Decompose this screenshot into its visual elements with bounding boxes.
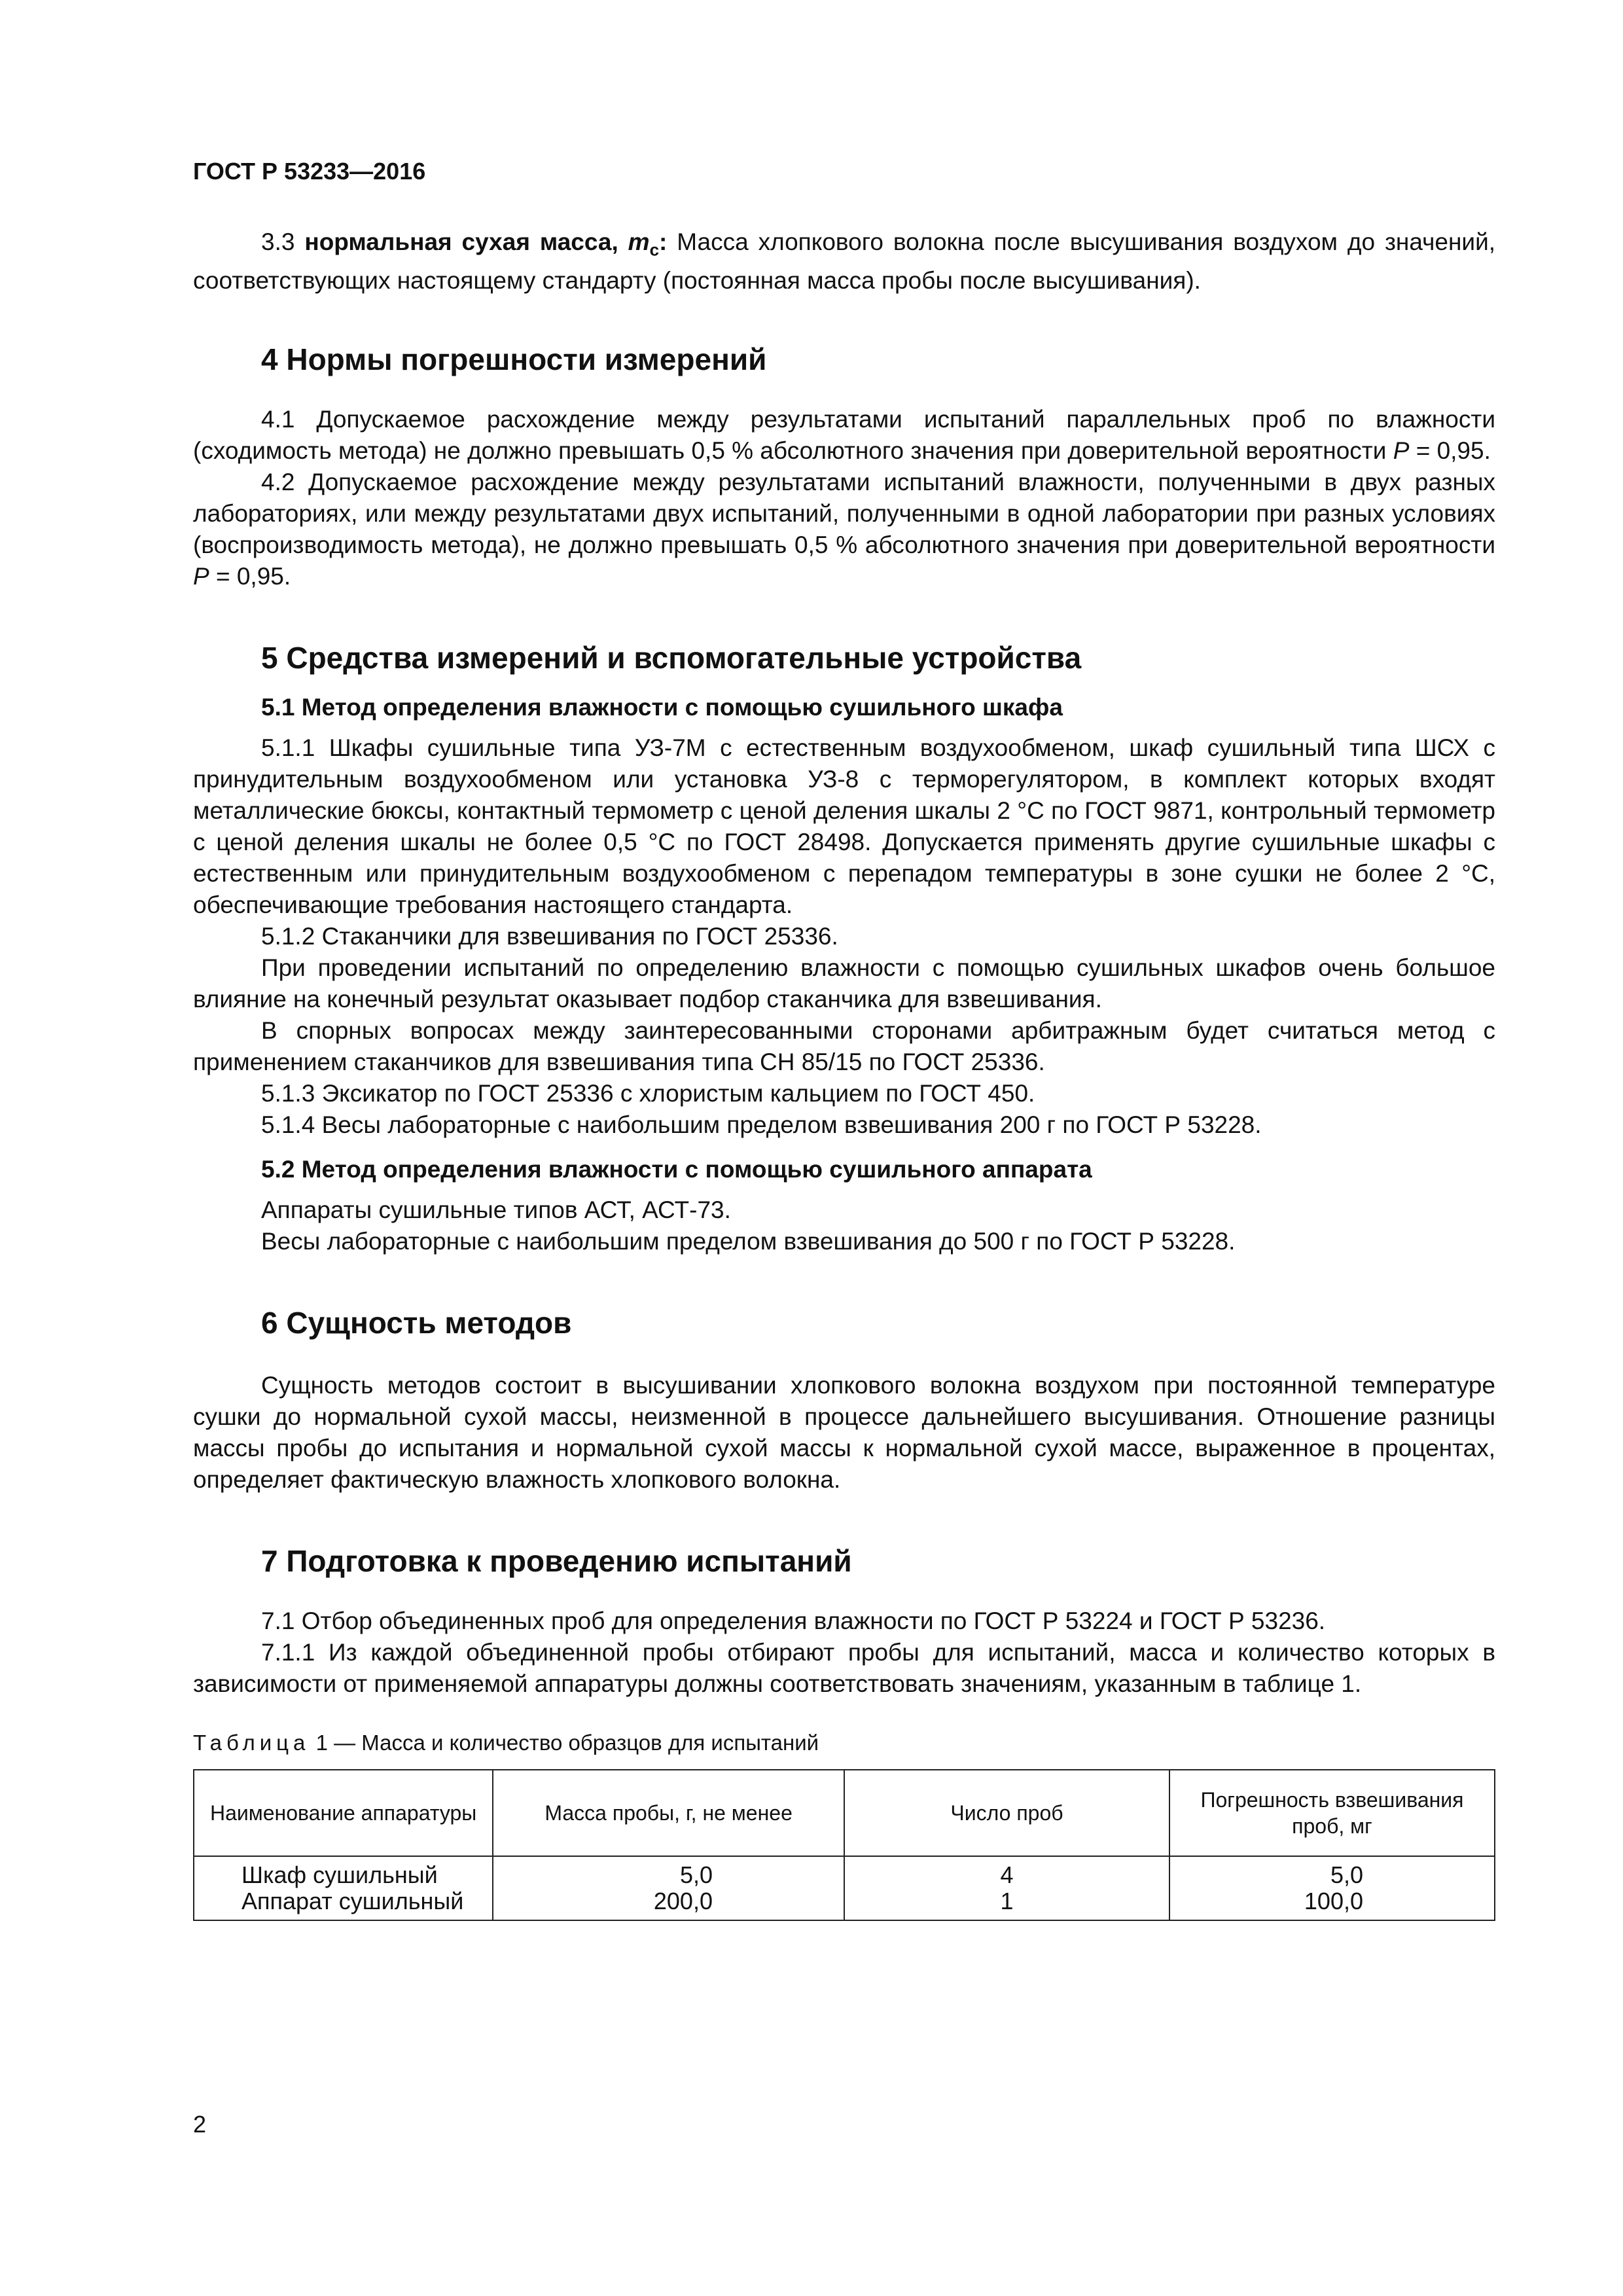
page-number: 2 <box>193 2111 207 2138</box>
clause-4-1-text: 4.1 Допускаемое расхождение между результатами испытаний параллельных проб по влажности (сходимость метода) не должно превышать 0,5 % абсолютного значения при доверительной вероятности <box>193 406 1495 465</box>
clause-3-3-text: Масса хлопкового волокна после высушивания воздухом до значений, соответствующих настоящему стандарту (постоянная масса пробы после высушивания). <box>193 228 1496 295</box>
clause-4-2-post: = 0,95. <box>215 563 291 590</box>
section-6-heading: 6 Сущность методов <box>261 1306 572 1340</box>
clause-5-1-2: 5.1.2 Стаканчики для взвешивания по ГОСТ 25336. <box>261 923 838 950</box>
table-cell-error: 5,0 <box>1169 1856 1495 1888</box>
table-row <box>194 1856 1495 1888</box>
clause-4-2-var: P <box>193 563 209 590</box>
clause-4-1-var: P <box>1393 437 1410 465</box>
clause-5-1-2-note-1: При проведении испытаний по определению влажности с помощью сушильных шкафов очень большое влияние на конечный результат оказывает подбор стаканчика для взвешивания. <box>193 954 1495 1013</box>
clause-6-text: Сущность методов состоит в высушивании хлопкового волокна воздухом при постоянной температуре сушки до нормальной сухой массы, неизменной в процессе дальнейшего высушивания. Отношение разницы массы пробы до испытания и нормальной сухой массы к нормальной сухой массе, выраженное в процентах, определяет фактическую влажность хлопкового волокна. <box>193 1372 1495 1494</box>
table-cell-mass: 200,0 <box>493 1888 844 1920</box>
table-header-apparatus: Наименование аппаратуры <box>194 1770 493 1856</box>
clause-5-2-scales: Весы лабораторные с наибольшим пределом взвешивания до 500 г по ГОСТ Р 53228. <box>261 1228 1236 1255</box>
table-cell-count: 1 <box>844 1888 1169 1920</box>
subsection-5-1-heading: 5.1 Метод определения влажности с помощью сушильного шкафа <box>261 694 1063 721</box>
document-code: ГОСТ Р 53233—2016 <box>193 158 426 185</box>
table-header-error: Погрешность взвешивания проб, мг <box>1169 1770 1495 1856</box>
clause-5-1-3: 5.1.3 Эксикатор по ГОСТ 25336 с хлористым кальцием по ГОСТ 450. <box>261 1080 1035 1107</box>
subsection-5-2-heading: 5.2 Метод определения влажности с помощью сушильного аппарата <box>261 1156 1092 1183</box>
table-header-row <box>194 1770 1495 1856</box>
clause-3-3-number: 3.3 <box>261 228 295 255</box>
clause-7-1: 7.1 Отбор объединенных проб для определения влажности по ГОСТ Р 53224 и ГОСТ Р 53236. <box>261 1607 1326 1635</box>
clause-5-1-2-note-2: В спорных вопросах между заинтересованными сторонами арбитражным будет считаться метод с применением стаканчиков для взвешивания типа СН 85/15 по ГОСТ 25336. <box>193 1017 1495 1076</box>
clause-7-1-1: 7.1.1 Из каждой объединенной пробы отбирают пробы для испытаний, масса и количество которых в зависимости от применяемой аппаратуры должны соответствовать значениям, указанным в таблице 1. <box>193 1639 1495 1698</box>
clause-4-1 <box>193 404 1495 467</box>
clause-3-3-colon: : <box>659 228 668 255</box>
table-cell-count: 4 <box>844 1856 1169 1888</box>
table-cell-mass: 5,0 <box>493 1856 844 1888</box>
clause-4-2-text: 4.2 Допускаемое расхождение между результатами испытаний влажности, полученными в двух разных лабораториях, или между результатами двух испытаний, полученными в одной лаборатории при разных условиях (воспроизводимость метода), не должно превышать 0,5 % абсолютного значения при доверительной вероятности <box>193 469 1495 559</box>
table-cell-error: 100,0 <box>1169 1888 1495 1920</box>
document-page <box>193 157 1495 1921</box>
clause-5-2-apparatus: Аппараты сушильные типов АСТ, АСТ-73. <box>261 1196 731 1224</box>
clause-3-3-symbol: m <box>628 228 650 255</box>
table-header-mass: Масса пробы, г, не менее <box>493 1770 844 1856</box>
section-5-heading: 5 Средства измерений и вспомогательные устройства <box>261 641 1082 675</box>
section-4-heading: 4 Нормы погрешности измерений <box>261 342 767 377</box>
table-1 <box>193 1769 1495 1921</box>
clause-3-3-term: нормальная сухая масса, <box>304 228 618 255</box>
table-row <box>194 1888 1495 1920</box>
table-1-caption-text: 1 — Масса и количество образцов для испытаний <box>315 1731 819 1755</box>
clause-3-3-symbol-sub: c <box>649 240 660 260</box>
table-header-count: Число проб <box>844 1770 1169 1856</box>
table-cell-apparatus: Аппарат сушильный <box>194 1888 493 1920</box>
section-7-heading: 7 Подготовка к проведению испытаний <box>261 1544 852 1579</box>
table-1-caption-label: Таблица <box>193 1731 310 1755</box>
clause-3-3 <box>193 226 1495 296</box>
clause-4-2 <box>193 467 1495 592</box>
table-cell-apparatus: Шкаф сушильный <box>194 1856 493 1888</box>
clause-5-1-1: 5.1.1 Шкафы сушильные типа УЗ-7М с естественным воздухообменом, шкаф сушильный типа ШСХ с принудительным воздухообменом или установка УЗ-8 с терморегулятором, в комплект которых входят металлические бюксы, контактный термометр с ценой деления шкалы 2 °С по ГОСТ 9871, контрольный термометр с ценой деления шкалы не более 0,5 °С по ГОСТ 28498. Допускается применять другие сушильные шкафы с естественным или принудительным воздухообменом с перепадом температуры в зоне сушки не более 2 °С, обеспечивающие требования настоящего стандарта. <box>193 734 1495 919</box>
table-1-caption <box>193 1729 1495 1757</box>
clause-4-1-post: = 0,95. <box>1416 437 1491 465</box>
clause-5-1-4: 5.1.4 Весы лабораторные с наибольшим пределом взвешивания 200 г по ГОСТ Р 53228. <box>261 1111 1262 1139</box>
